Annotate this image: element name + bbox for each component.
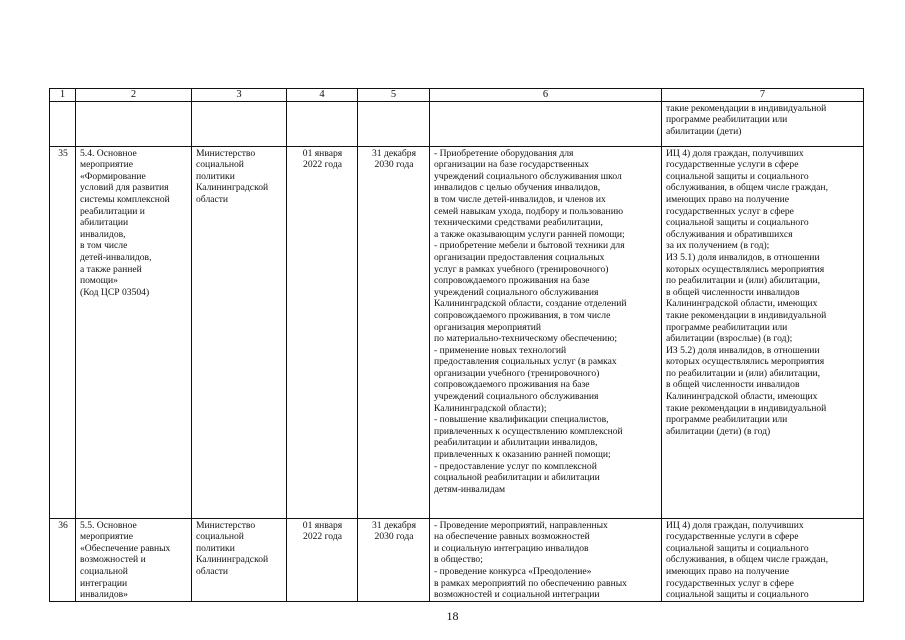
cell-line: программе реабилитации или	[666, 414, 788, 426]
cell-line: абилитации	[80, 217, 129, 229]
event-name-cell	[76, 518, 192, 601]
cell-line: обслуживания и обратившихся	[666, 228, 793, 240]
cell-line: Калининградской области);	[434, 402, 547, 414]
end-date-cell	[358, 146, 430, 518]
cell-line: в общей численности инвалидов	[666, 379, 800, 391]
page-number: 18	[446, 609, 459, 623]
cell-line: услуг в рамках учебного (тренировочного)	[434, 263, 609, 275]
indicators-cell	[662, 518, 864, 601]
cell-line: абилитации (взрослые) (в год);	[666, 333, 793, 345]
cell-line: сопровождаемого проживания на базе	[434, 275, 590, 287]
cell-line: в том числе	[80, 240, 128, 252]
cell-line: социальной	[80, 565, 128, 577]
cell-line: 31 декабря	[372, 147, 416, 159]
cont-cell-6	[430, 101, 662, 146]
cell-line: ИЗ 5.1) доля инвалидов, в отношении	[666, 251, 820, 263]
cell-line: в общество;	[434, 554, 483, 566]
cell-line: такие рекомендации в индивидуальной	[666, 102, 827, 114]
executor-cell	[192, 518, 287, 601]
cell-line: 2030 года	[374, 531, 414, 543]
cell-line: условий для развития	[80, 182, 169, 194]
table-row	[50, 518, 864, 601]
cell-line: социальной	[196, 531, 244, 543]
cell-line: организации учебного (тренировочного)	[434, 367, 600, 379]
cell-line: программе реабилитации или	[666, 321, 788, 333]
cell-line: в том числе детей-инвалидов, и членов их	[434, 193, 606, 205]
cell-line: - приобретение мебели и бытовой техники для	[434, 240, 625, 252]
cell-line: инвалидов»	[80, 589, 128, 601]
cell-line: семей навыкам ухода, подбору и пользованию	[434, 205, 623, 217]
cell-line: политики	[196, 170, 235, 182]
cell-line: системы комплексной	[80, 193, 170, 205]
cell-line: социальной	[196, 159, 244, 171]
cell-line: абилитации (дети) (в год)	[666, 425, 771, 437]
cell-line: сопровождаемого проживания, в том числе	[434, 309, 611, 321]
event-name-cell	[76, 146, 192, 518]
cell-line: мероприятие	[80, 531, 133, 543]
cell-line: техническими средствами реабилитации,	[434, 217, 603, 229]
cell-line: - Проведение мероприятий, направленных	[434, 519, 608, 531]
cell-line: обслуживания, в общем числе граждан,	[666, 554, 828, 566]
cell-line: 2022 года	[303, 159, 342, 171]
cell-line: и социальную интеграцию инвалидов	[434, 542, 589, 554]
header-col-6: 6	[430, 89, 662, 102]
cell-line: сопровождаемого проживания на базе	[434, 379, 590, 391]
cell-line: - применение новых технологий	[434, 344, 567, 356]
row-number: 35	[50, 146, 76, 518]
cell-line: «Обеспечение равных	[80, 542, 171, 554]
cell-line: социальной защиты и социального	[666, 589, 809, 601]
cell-line: социальной защиты и социального	[666, 217, 809, 229]
cell-line: организация мероприятий	[434, 321, 542, 333]
cell-line: государственных услуг в сфере	[666, 577, 794, 589]
cell-line: 2030 года	[374, 159, 414, 171]
cell-line: за их получением (в год);	[666, 240, 770, 252]
cell-line: интеграции	[80, 577, 128, 589]
cell-line: - повышение квалификации специалистов,	[434, 414, 609, 426]
cell-line: государственных услуг в сфере	[666, 205, 794, 217]
cell-line: 01 января	[302, 519, 343, 531]
cell-line: 5.4. Основное	[80, 147, 137, 159]
cell-line: абилитации (дети)	[666, 125, 742, 137]
cell-line: по реабилитации и (или) абилитации,	[666, 367, 821, 379]
table-row	[50, 146, 864, 518]
cell-line: 01 января	[302, 147, 343, 159]
cell-line: Калининградской области, имеющих	[666, 391, 818, 403]
cell-line: в общей численности инвалидов	[666, 286, 800, 298]
cell-line: инвалидов,	[80, 228, 126, 240]
cell-line: по материально-техническому обеспечению;	[434, 333, 618, 345]
cell-line: привлеченных к осуществлению комплексной	[434, 425, 623, 437]
cell-line: обслуживания, в общем числе граждан,	[666, 182, 828, 194]
header-col-7: 7	[662, 89, 864, 102]
cell-line: помощи»	[80, 275, 118, 287]
cell-line: области	[196, 193, 229, 205]
cell-line: социальной защиты и социального	[666, 170, 809, 182]
cell-line: политики	[196, 542, 235, 554]
row-number: 36	[50, 518, 76, 601]
header-col-5: 5	[358, 89, 430, 102]
header-col-3: 3	[192, 89, 287, 102]
cell-line: - Приобретение оборудования для	[434, 147, 574, 159]
actions-cell	[430, 146, 662, 518]
cell-line: программе реабилитации или	[666, 114, 788, 126]
cell-line: в рамках мероприятий по обеспечению равных	[434, 577, 627, 589]
cell-line: имеющих право на получение	[666, 193, 789, 205]
cell-line: государственные услуги в сфере	[666, 159, 799, 171]
cell-line: детям-инвалидам	[434, 483, 506, 495]
cell-line: государственные услуги в сфере	[666, 531, 799, 543]
cell-line: ИЗ 5.2) доля инвалидов, в отношении	[666, 344, 820, 356]
header-col-1: 1	[50, 89, 76, 102]
cell-line: предоставления социальных услуг (в рамках	[434, 356, 617, 368]
continuation-row	[50, 101, 864, 146]
end-date-cell	[358, 518, 430, 601]
cell-line: Калининградской области, создание отделений	[434, 298, 627, 310]
cell-line: реабилитации и	[80, 205, 145, 217]
cell-line: Калининградской области, имеющих	[666, 298, 818, 310]
cell-line: по реабилитации и (или) абилитации,	[666, 275, 821, 287]
cell-line: привлеченных к оказанию ранней помощи;	[434, 449, 611, 461]
cell-line: организации предоставления социальных	[434, 251, 605, 263]
cont-cell-4	[287, 101, 358, 146]
cell-line: - проведение конкурса «Преодоление»	[434, 565, 592, 577]
header-row	[50, 89, 864, 102]
cell-line: мероприятие	[80, 159, 133, 171]
cell-line: Министерство	[196, 519, 256, 531]
cell-line: 2022 года	[303, 531, 342, 543]
cell-line: 5.5. Основное	[80, 519, 137, 531]
cell-line: которых осуществлялись мероприятия	[666, 356, 825, 368]
cell-line: ИЦ 4) доля граждан, получивших	[666, 519, 804, 531]
cont-cell-5	[358, 101, 430, 146]
cell-line: 31 декабря	[372, 519, 416, 531]
cell-line: ИЦ 4) доля граждан, получивших	[666, 147, 804, 159]
cell-line: такие рекомендации в индивидуальной	[666, 402, 827, 414]
cell-line: учреждений социального обслуживания школ	[434, 170, 622, 182]
cont-cell-3	[192, 101, 287, 146]
program-table	[49, 88, 864, 602]
executor-cell	[192, 146, 287, 518]
start-date-cell	[287, 518, 358, 601]
cell-line: - предоставление услуг по комплексной	[434, 460, 597, 472]
cell-line: учреждений социального обслуживания	[434, 286, 599, 298]
cell-line: такие рекомендации в индивидуальной	[666, 309, 827, 321]
indicators-cell	[662, 146, 864, 518]
cell-line: а также ранней	[80, 263, 142, 275]
cell-line: социальной реабилитации и абилитации	[434, 472, 600, 484]
cell-line: реабилитации и абилитации инвалидов,	[434, 437, 598, 449]
cont-cell-2	[76, 101, 192, 146]
cell-line: инвалидов с целью обучения инвалидов,	[434, 182, 601, 194]
cell-line: социальной защиты и социального	[666, 542, 809, 554]
cell-line: возможностей и	[80, 554, 146, 566]
cell-line: на обеспечение равных возможностей	[434, 531, 590, 543]
cell-line: Калининградской	[196, 554, 269, 566]
actions-cell	[430, 518, 662, 601]
cell-line: учреждений социального обслуживания	[434, 391, 599, 403]
cell-line: а также оказывающим услуги ранней помощи;	[434, 228, 625, 240]
cont-indicators-cell	[662, 101, 864, 146]
cell-line: области	[196, 565, 229, 577]
cell-line: которых осуществлялись мероприятия	[666, 263, 825, 275]
cell-line: Министерство	[196, 147, 256, 159]
cell-line: Калининградской	[196, 182, 269, 194]
cell-line: «Формирование	[80, 170, 146, 182]
start-date-cell	[287, 146, 358, 518]
cell-line: (Код ЦСР 03504)	[80, 286, 150, 298]
cell-line: организации на базе государственных	[434, 159, 589, 171]
header-col-2: 2	[76, 89, 192, 102]
header-col-4: 4	[287, 89, 358, 102]
cell-line: возможностей и социальной интеграции	[434, 589, 600, 601]
cont-cell-1	[50, 101, 76, 146]
cell-line: детей-инвалидов,	[80, 251, 152, 263]
cell-line: имеющих право на получение	[666, 565, 789, 577]
